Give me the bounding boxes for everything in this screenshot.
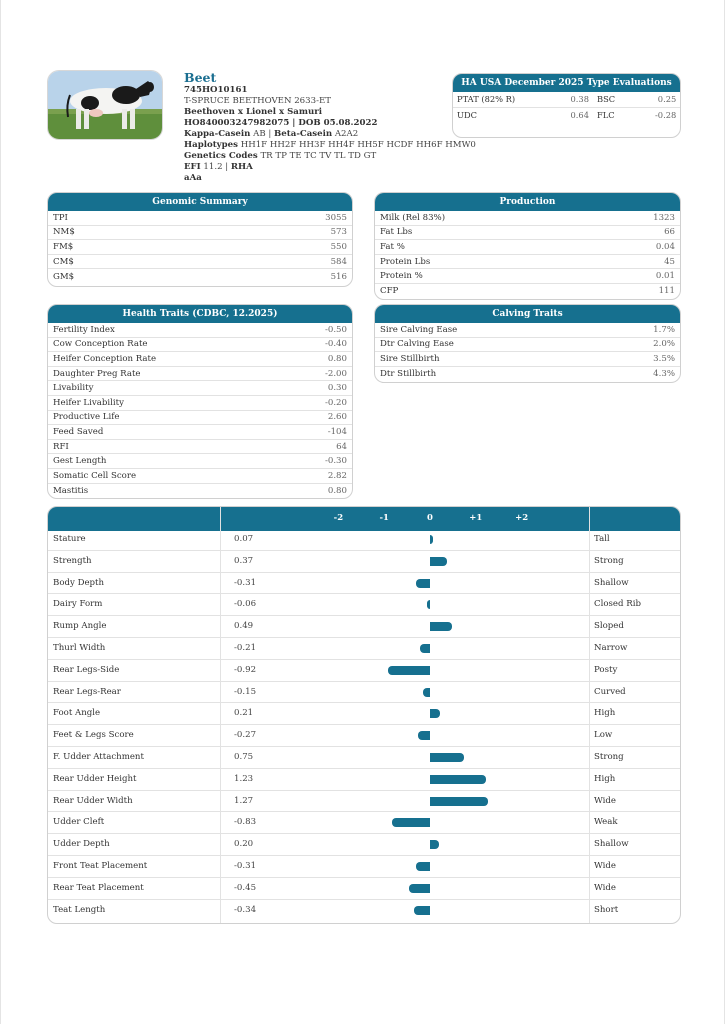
- trait-value: -0.31: [234, 577, 257, 588]
- trait-endpoint: Posty: [594, 664, 618, 675]
- linear-traits-chart: [47, 506, 681, 924]
- row-value: -104: [327, 426, 347, 437]
- type-value: 0.25: [657, 94, 677, 104]
- axis-tick-label: +1: [469, 513, 483, 523]
- linear-trait-row: [48, 900, 680, 922]
- trait-value: 1.27: [234, 795, 254, 806]
- row-label: CFP: [380, 286, 399, 297]
- trait-name: Rear Legs-Rear: [53, 686, 121, 697]
- row-label: NM$: [53, 227, 75, 238]
- trait-endpoint: Shallow: [594, 577, 629, 588]
- linear-trait-row: [48, 660, 680, 682]
- trait-name: Rear Udder Width: [53, 795, 133, 806]
- registration-id: 745HO10161: [184, 85, 248, 95]
- calving-traits-title: Calving Traits: [375, 305, 680, 323]
- linear-trait-row: [48, 856, 680, 878]
- row-value: 3055: [325, 212, 347, 223]
- trait-endpoint: Weak: [594, 817, 618, 828]
- row-value: 0.01: [655, 271, 675, 282]
- efi-line: EFI 11.2 | RHA: [184, 162, 253, 172]
- linear-trait-row: [48, 573, 680, 595]
- trait-bar: [409, 884, 430, 893]
- table-row: [375, 226, 680, 241]
- type-value: -0.28: [655, 110, 677, 120]
- row-label: FM$: [53, 241, 74, 252]
- genomic-summary-title: Genomic Summary: [48, 193, 352, 211]
- row-value: 3.5%: [653, 353, 675, 364]
- table-row: [375, 269, 680, 284]
- haplotypes-line: Haplotypes HH1F HH2F HH3F HH4F HH5F HCDF HH6F HMW0: [184, 140, 476, 150]
- linear-trait-row: [48, 616, 680, 638]
- trait-endpoint: Closed Rib: [594, 599, 641, 610]
- row-label: Mastitis: [53, 485, 89, 496]
- table-row: [375, 367, 680, 382]
- row-label: Dtr Calving Ease: [380, 339, 454, 350]
- row-label: Gest Length: [53, 456, 107, 467]
- trait-endpoint: Shallow: [594, 839, 629, 850]
- health-traits-title: Health Traits (CDBC, 12.2025): [48, 305, 352, 323]
- trait-bar: [430, 753, 464, 762]
- trait-bar: [430, 535, 433, 544]
- trait-endpoint: High: [594, 773, 616, 784]
- trait-name: Udder Depth: [53, 839, 110, 850]
- trait-name: Front Teat Placement: [53, 861, 148, 871]
- row-label: Somatic Cell Score: [53, 470, 137, 481]
- row-label: Productive Life: [53, 412, 120, 423]
- trait-value: 0.20: [234, 839, 254, 850]
- table-row: [48, 425, 352, 440]
- row-label: CM$: [53, 256, 74, 267]
- trait-value: 0.75: [234, 752, 254, 762]
- row-label: Protein %: [380, 271, 423, 282]
- trait-endpoint: Wide: [594, 861, 617, 871]
- row-value: 2.0%: [653, 339, 675, 350]
- row-value: 111: [658, 286, 675, 297]
- trait-name: Body Depth: [53, 577, 105, 588]
- animal-name: Beet: [184, 70, 217, 85]
- row-value: 4.3%: [653, 369, 675, 380]
- health-traits-card: [47, 304, 353, 499]
- linear-trait-row: [48, 791, 680, 813]
- row-value: 1.7%: [653, 324, 675, 335]
- row-value: 0.80: [327, 485, 347, 496]
- trait-name: Teat Length: [53, 904, 106, 915]
- table-row: [48, 211, 352, 226]
- linear-trait-row: [48, 747, 680, 769]
- trait-name: Rear Udder Height: [53, 773, 137, 784]
- production-rows: [375, 211, 680, 299]
- row-label: Fat Lbs: [380, 227, 413, 238]
- row-label: Sire Calving Ease: [380, 324, 458, 335]
- table-row: [48, 240, 352, 255]
- row-value: 550: [330, 241, 347, 252]
- trait-bar: [420, 644, 430, 653]
- linear-trait-row: [48, 703, 680, 725]
- trait-value: -0.06: [234, 599, 257, 610]
- table-row: [48, 338, 352, 353]
- trait-bar: [416, 579, 430, 588]
- row-value: 66: [664, 227, 675, 238]
- table-row: [48, 396, 352, 411]
- trait-value: 0.21: [234, 708, 254, 719]
- trait-name: Dairy Form: [53, 599, 103, 610]
- table-row: [48, 440, 352, 455]
- row-label: Heifer Conception Rate: [53, 353, 157, 364]
- trait-value: -0.21: [234, 643, 257, 653]
- table-row: [48, 381, 352, 396]
- trait-name: Rear Legs-Side: [53, 664, 120, 675]
- trait-bar: [427, 600, 430, 609]
- row-value: 2.82: [327, 470, 347, 481]
- row-value: -2.00: [324, 368, 347, 379]
- row-value: 516: [330, 271, 347, 282]
- linear-trait-row: [48, 725, 680, 747]
- trait-name: Stature: [53, 534, 86, 544]
- trait-endpoint: Strong: [594, 752, 624, 762]
- cow-photo: [47, 70, 163, 140]
- trait-value: -0.34: [234, 904, 257, 915]
- trait-bar: [430, 557, 447, 566]
- row-value: -0.20: [324, 397, 347, 408]
- genetic-codes-line: Genetics Codes TR TP TE TC TV TL TD GT: [184, 151, 377, 161]
- type-evaluations-title: HA USA December 2025 Type Evaluations: [453, 74, 680, 92]
- type-label: PTAT (82% R): [457, 94, 516, 104]
- trait-bar: [392, 818, 430, 827]
- row-value: 0.80: [327, 353, 347, 364]
- row-label: Fertility Index: [53, 324, 115, 335]
- trait-value: -0.27: [234, 730, 257, 741]
- linear-trait-row: [48, 812, 680, 834]
- row-label: Cow Conception Rate: [53, 339, 148, 350]
- row-label: Heifer Livability: [53, 397, 124, 408]
- type-label: BSC: [597, 94, 616, 104]
- linear-chart-axis-header: [48, 507, 680, 531]
- trait-endpoint: Wide: [594, 882, 617, 893]
- table-row: [48, 469, 352, 484]
- row-label: Sire Stillbirth: [380, 353, 440, 364]
- trait-bar: [430, 840, 439, 849]
- linear-trait-row: [48, 878, 680, 900]
- row-value: -0.40: [324, 339, 347, 350]
- table-row: [48, 323, 352, 338]
- row-label: Daughter Preg Rate: [53, 368, 141, 379]
- trait-endpoint: Narrow: [594, 643, 628, 653]
- table-row: [48, 226, 352, 241]
- linear-trait-row: [48, 834, 680, 856]
- row-label: Fat %: [380, 241, 405, 252]
- id-dob: HO840003247982075 | DOB 05.08.2022: [184, 118, 378, 128]
- table-row: [48, 367, 352, 382]
- table-row: [48, 454, 352, 469]
- row-label: Feed Saved: [53, 426, 104, 437]
- trait-endpoint: Short: [594, 904, 619, 915]
- trait-bar: [430, 709, 440, 718]
- table-row: [375, 255, 680, 270]
- trait-endpoint: Sloped: [594, 621, 624, 632]
- linear-trait-row: [48, 638, 680, 660]
- axis-tick-label: +2: [515, 513, 529, 523]
- linear-trait-row: [48, 594, 680, 616]
- trait-endpoint: Curved: [594, 686, 626, 697]
- row-label: RFI: [53, 441, 69, 452]
- table-row: [375, 211, 680, 226]
- row-value: -0.30: [324, 456, 347, 467]
- genomic-summary-card: [47, 192, 353, 287]
- casein-line: Kappa-Casein AB | Beta-Casein A2A2: [184, 129, 359, 139]
- row-label: Milk (Rel 83%): [380, 212, 446, 223]
- trait-bar: [430, 797, 488, 806]
- row-value: 0.04: [655, 241, 675, 252]
- trait-bar: [388, 666, 430, 675]
- table-row: [375, 338, 680, 353]
- linear-trait-row: [48, 551, 680, 573]
- row-value: 0.30: [327, 383, 347, 394]
- type-label: FLC: [597, 110, 615, 120]
- axis-tick-label: 0: [427, 513, 433, 523]
- table-row: [48, 484, 352, 499]
- table-row: [48, 255, 352, 270]
- trait-value: -0.31: [234, 861, 257, 871]
- table-row: [375, 240, 680, 255]
- row-value: 1323: [653, 212, 675, 223]
- linear-trait-row: [48, 529, 680, 551]
- row-label: Protein Lbs: [380, 256, 431, 267]
- table-row: [48, 269, 352, 284]
- trait-name: Foot Angle: [53, 708, 101, 719]
- table-row: [375, 284, 680, 299]
- trait-value: -0.83: [234, 817, 257, 828]
- trait-bar: [414, 906, 430, 915]
- trait-value: 1.23: [234, 773, 254, 784]
- trait-name: Udder Cleft: [53, 817, 105, 828]
- axis-tick-label: -1: [379, 513, 389, 523]
- trait-bar: [430, 622, 452, 631]
- trait-bar: [430, 775, 486, 784]
- trait-name: Thurl Width: [53, 643, 106, 653]
- table-row: [48, 411, 352, 426]
- calving-traits-card: [374, 304, 681, 383]
- trait-value: 0.37: [234, 555, 254, 566]
- production-card: [374, 192, 681, 300]
- row-value: 64: [336, 441, 347, 452]
- trait-name: F. Udder Attachment: [53, 752, 144, 762]
- type-label: UDC: [457, 110, 477, 120]
- table-row: [375, 323, 680, 338]
- row-label: TPI: [53, 212, 68, 223]
- type-evaluations-card: [452, 73, 681, 138]
- production-title: Production: [375, 193, 680, 211]
- row-label: GM$: [53, 271, 75, 282]
- table-row: [375, 352, 680, 367]
- aaa-code: aAa: [184, 173, 202, 183]
- row-label: Livability: [53, 383, 94, 394]
- row-value: 2.60: [327, 412, 347, 423]
- calving-traits-rows: [375, 323, 680, 381]
- trait-endpoint: Wide: [594, 795, 617, 806]
- trait-name: Rump Angle: [53, 621, 107, 632]
- trait-endpoint: Strong: [594, 555, 624, 566]
- health-traits-rows: [48, 323, 352, 498]
- trait-value: -0.15: [234, 686, 257, 697]
- trait-name: Feet & Legs Score: [53, 730, 134, 741]
- type-value: 0.38: [570, 94, 589, 104]
- full-name: T-SPRUCE BEETHOVEN 2633-ET: [184, 96, 331, 106]
- trait-bar: [418, 731, 430, 740]
- trait-value: 0.49: [234, 621, 254, 632]
- row-value: 45: [664, 256, 675, 267]
- row-value: 573: [330, 227, 347, 238]
- trait-endpoint: Tall: [594, 534, 610, 544]
- axis-tick-label: -2: [333, 513, 344, 523]
- trait-value: 0.07: [234, 534, 254, 544]
- table-row: [48, 352, 352, 367]
- type-evaluations-grid: [453, 92, 680, 123]
- pedigree: Beethoven x Lionel x Samuri: [184, 107, 322, 117]
- trait-bar: [423, 688, 430, 697]
- row-label: Dtr Stillbirth: [380, 369, 437, 380]
- trait-value: -0.45: [234, 882, 257, 893]
- linear-trait-row: [48, 682, 680, 704]
- row-value: 584: [330, 256, 347, 267]
- trait-endpoint: Low: [594, 730, 613, 741]
- trait-value: -0.92: [234, 664, 257, 675]
- trait-name: Rear Teat Placement: [53, 882, 144, 893]
- trait-endpoint: High: [594, 708, 616, 719]
- linear-trait-row: [48, 769, 680, 791]
- trait-name: Strength: [53, 555, 92, 566]
- trait-bar: [416, 862, 430, 871]
- type-value: 0.64: [570, 110, 589, 120]
- genomic-summary-rows: [48, 211, 352, 284]
- row-value: -0.50: [324, 324, 347, 335]
